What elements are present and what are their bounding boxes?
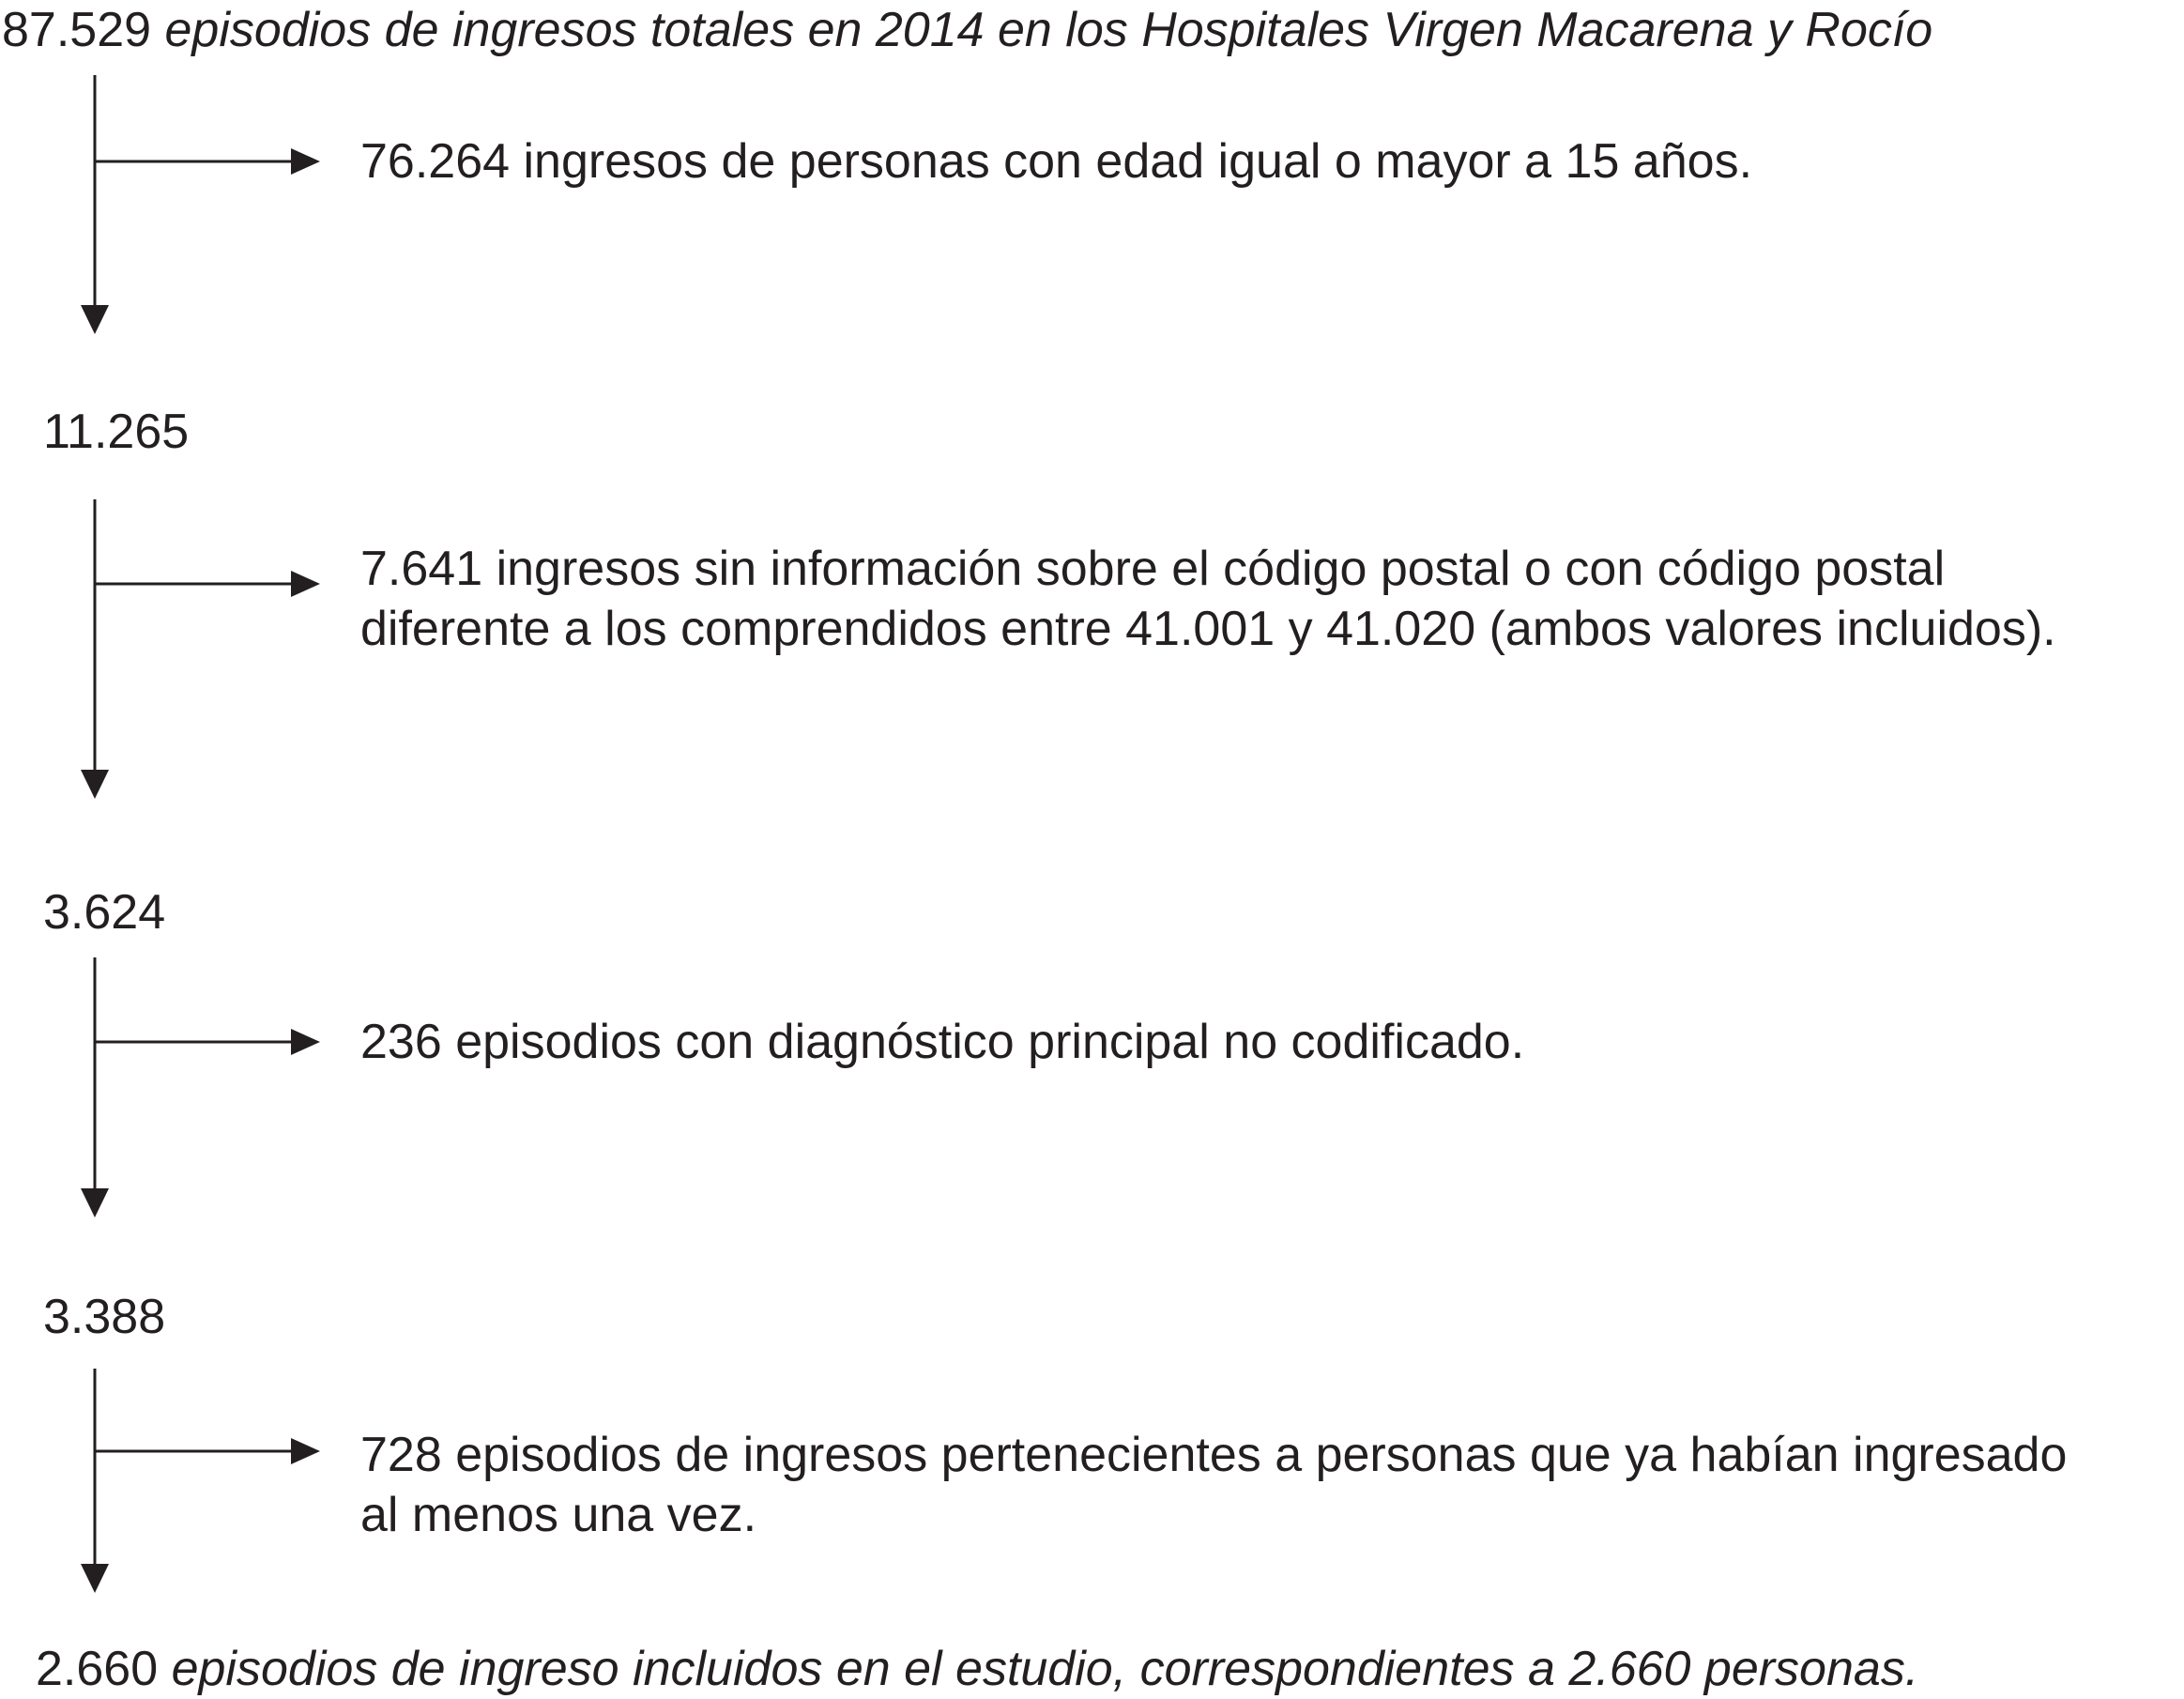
arrow-right-1 [291,148,320,175]
final-count: 2.660 [36,1642,159,1696]
arrow-down-4 [81,1564,109,1593]
final-node [36,1639,1918,1699]
exclusion-2-line-2: diferente a los comprendidos entre 41.001 y 41.020 (ambos valores incluidos). [360,602,2056,656]
start-count: 87.529 [2,3,152,57]
exclusion-3-line-1: 236 episodios con diagnóstico principal no codificado. [360,1015,1525,1069]
exclusion-3 [360,1012,1524,1072]
start-description: episodios de ingresos totales en 2014 en los Hospitales Virgen Macarena y Rocío [164,3,1933,57]
arrow-down-3 [81,1188,109,1217]
remaining-count-2: 3.624 [43,885,166,940]
arrow-down-1 [81,305,109,334]
exclusion-1-line-1: 76.264 ingresos de personas con edad igual o mayor a 15 años. [360,134,1753,189]
final-description: episodios de ingreso incluidos en el estudio, correspondientes a 2.660 personas. [171,1642,1919,1696]
remaining-count-3: 3.388 [43,1290,166,1344]
exclusion-1 [360,131,1752,191]
exclusion-4 [360,1425,2067,1545]
arrow-right-2 [291,571,320,597]
exclusion-4-line-2: al menos una vez. [360,1488,757,1542]
arrow-right-3 [291,1029,320,1055]
arrow-down-2 [81,770,109,799]
exclusion-2 [360,539,2056,659]
exclusion-4-line-1: 728 episodios de ingresos pertenecientes a personas que ya habían ingresado [360,1428,2068,1482]
remaining-count-1: 11.265 [43,405,190,459]
exclusion-2-line-1: 7.641 ingresos sin información sobre el código postal o con código postal [360,542,1946,596]
arrow-right-4 [291,1438,320,1464]
start-node [2,0,1932,60]
